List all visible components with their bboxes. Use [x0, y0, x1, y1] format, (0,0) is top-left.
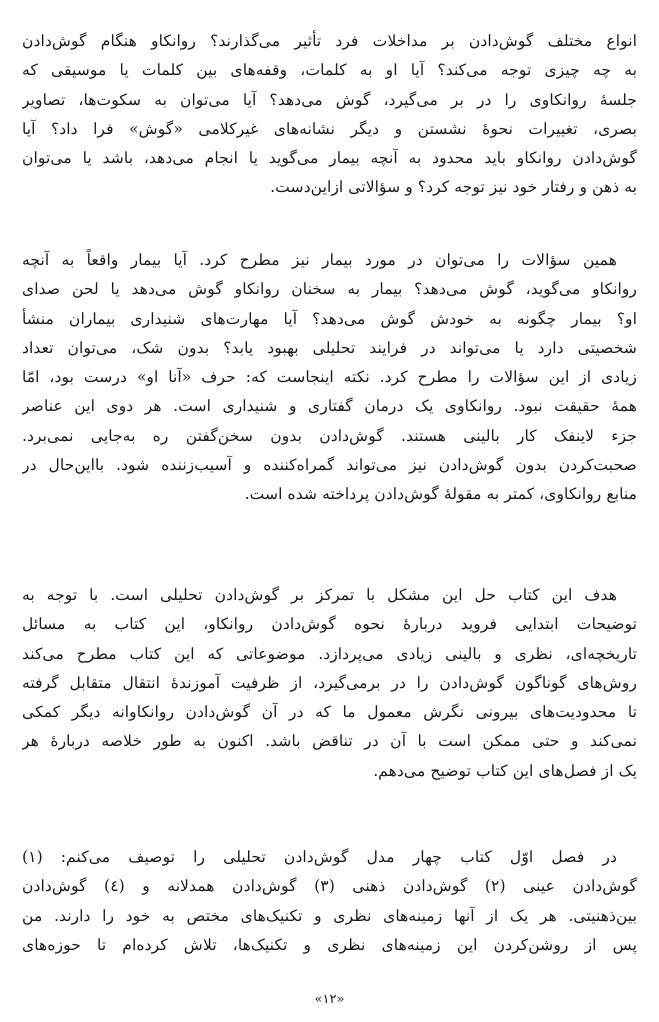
text-line: گوش‌دادن روانکاو باید محدود به آنچه بیمار می‌گوید یا انجام می‌دهد، باشد یا می‌توان — [22, 148, 637, 168]
text-line: او؟ بیمار چگونه به خودش گوش می‌دهد؟ آیا مهارت‌های شنیداری بیماران منشأ — [22, 308, 637, 328]
text-line: بین‌ذهنیتی. هر یک از آنها زمینه‌های نظری و تکنیک‌های مختص به خود را دارند. من — [22, 905, 637, 925]
text-line: تاریخچه‌ای، نظری و بالینی زیادی می‌پردازد. موضوعاتی که این کتاب مطرح می‌کند — [22, 643, 637, 663]
text-line: توضیحات ابتدایی فروید دربارهٔ نحوه گوش‌دادن روانکاو، این کتاب به مسائل — [22, 614, 637, 634]
text-line: جزء لاینفک کار بالینی هستند. گوش‌دادن بدون سخن‌گفتن ره به‌جایی نمی‌برد. — [22, 425, 637, 445]
text-line: پس از روشن‌کردن این زمینه‌های نظری و تکنیک‌ها، تلاش کرده‌ام تا حوزه‌های — [22, 934, 637, 954]
text-line: روانکاو می‌گوید، گوش می‌دهد؟ بیمار به سخنان روانکاو گوش می‌دهد یا لحن صدای — [22, 279, 637, 299]
text-line: هدف این کتاب حل این مشکل با تمرکز بر گوش‌دادن تحلیلی است. با توجه به — [22, 585, 617, 604]
text-line: جلسهٔ روانکاوی را در بر می‌گیرد، گوش می‌دهد؟ آیا می‌توان به سکوت‌ها، تصاویر — [22, 89, 637, 109]
text-line: همین سؤالات را می‌توان در مورد بیمار نیز مطرح کرد. آیا بیمار واقعاً به آنچه — [22, 250, 617, 269]
text-line: نمی‌کند و حتی ممکن است با آن در تناقض باشد. اکنون به طور خلاصه دربارهٔ هر — [22, 731, 637, 751]
text-line: گوش‌دادن عینی (۲) گوش‌دادن ذهنی (۳) گوش‌دادن همدلانه و (٤) گوش‌دادن — [22, 876, 637, 896]
text-line: روش‌های گوناگون گوش‌دادن را در برمی‌گیرد، از ظرفیت آموزندهٔ انتقال متقابل گرفته — [22, 672, 637, 692]
text-line: به چه چیزی توجه می‌کند؟ آیا او به کلمات، وقفه‌های بین کلمات یا موسیقی که — [22, 60, 637, 80]
paragraph-2 — [22, 245, 637, 509]
text-line: صحبت‌کردن بدون گوش‌دادن نیز می‌تواند گمراه‌کننده و آسیب‌زننده شود. بااین‌حال در — [22, 455, 637, 475]
document-page — [22, 0, 637, 1022]
text-line: زیادی از این سؤالات را مطرح کرد. نکته اینجاست که: حرف «آنا او» درست بود، امّا — [22, 367, 637, 387]
text-line: همهٔ حقیقت نبود. روانکاوی یک درمان گفتاری و شنیداری است. هر دوی این عناصر — [22, 396, 637, 416]
text-line: منابع روانکاوی، کمتر به مقولهٔ گوش‌دادن پرداخته شده است. — [244, 484, 637, 504]
text-line: تا محدودیت‌های بیرونی نگرش معمول ما که در آن گوش‌دادن روانکاوانه دیگر کمکی — [22, 702, 637, 722]
text-line: شخصیتی دارد یا می‌تواند در فرایند تحلیلی بهبود یابد؟ بدون شک، می‌توان تعداد — [22, 337, 637, 357]
paragraph-3 — [22, 580, 637, 785]
text-line: انواع مختلف گوش‌دادن بر مداخلات فرد تأثیر می‌گذارند؟ روانکاو هنگام گوش‌دادن — [22, 31, 637, 50]
text-line: به ذهن و رفتار خود نیز توجه کرد؟ و سؤالاتی ازاین‌دست. — [270, 177, 637, 197]
page-number: «۱۲» — [314, 992, 345, 1007]
paragraph-4 — [22, 842, 637, 959]
text-line: یک از فصل‌های این کتاب توضیح می‌دهم. — [373, 760, 637, 780]
text-line: در فصل اوّل کتاب چهار مدل گوش‌دادن تحلیلی را توصیف می‌کنم: (۱) — [22, 847, 617, 866]
text-line: بصری، تغییرات نحوهٔ نشستن و دیگر نشانه‌های غیرکلامی «گوش» فرا داد؟ آیا — [22, 118, 637, 138]
paragraph-1 — [22, 26, 637, 202]
